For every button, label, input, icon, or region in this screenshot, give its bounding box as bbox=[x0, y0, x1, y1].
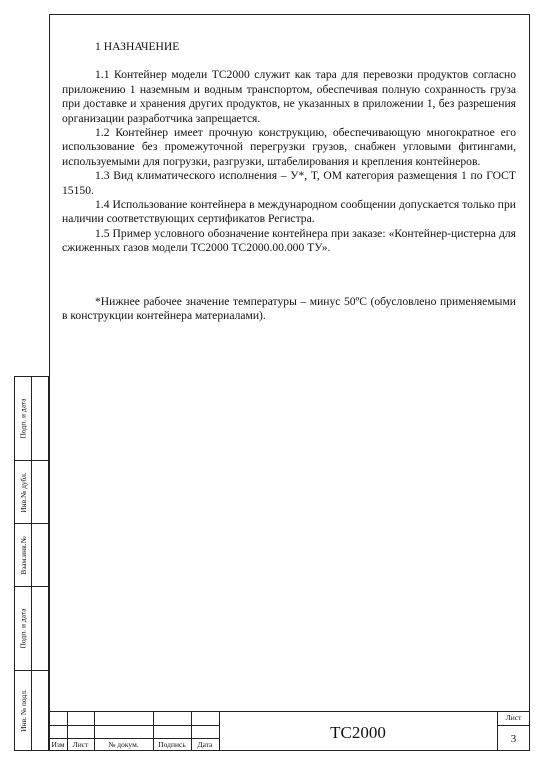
side-cell-inv-original bbox=[14, 670, 49, 751]
title-block bbox=[49, 711, 530, 751]
side-cell-sign-date-top bbox=[14, 376, 49, 461]
side-label: Подп. и дата bbox=[19, 398, 29, 439]
side-cell-sign-date-bottom bbox=[14, 586, 49, 671]
col-signature: Подпись bbox=[158, 740, 186, 749]
document-code: ТС2000 bbox=[330, 723, 386, 742]
footnote: *Нижнее рабочее значение температуры – минус 50ºС (обусловлено применяемыми в конструкции контейнера материалами). bbox=[62, 294, 516, 323]
side-label: Инв. № подл. bbox=[19, 689, 29, 732]
col-doc-number: № докум. bbox=[108, 740, 139, 749]
paragraph-1-1: 1.1 Контейнер модели ТС2000 служит как тара для перевозки продуктов согласно приложению 1 наземным и водным транспортом, обеспечивая полную сохранность груза при доставке и хранения других продуктов, не указанных в приложении 1, без разрешения организации разработчика запрещается. bbox=[62, 68, 516, 125]
section-heading: 1 НАЗНАЧЕНИЕ bbox=[95, 40, 180, 53]
paragraph-1-2: 1.2 Контейнер имеет прочную конструкцию, обеспечивающую многократное его использование без промежуточной перегрузки грузов, снабжен угловыми фитингами, используемыми для погрузки, разгрузки, штабелирования и крепления контейнеров. bbox=[62, 126, 516, 168]
document-body bbox=[62, 40, 516, 324]
side-label: Инв.№ дубл. bbox=[19, 471, 28, 513]
col-sheet: Лист bbox=[72, 740, 89, 749]
sheet-number: 3 bbox=[510, 733, 517, 745]
paragraph-1-4: 1.4 Использование контейнера в международном сообщении допускается только при наличии соответствующих сертификатов Регистра. bbox=[62, 198, 516, 226]
side-cell-inv-dupl bbox=[14, 460, 49, 524]
col-date: Дата bbox=[197, 740, 213, 749]
paragraph-1-3: 1.3 Вид климатического исполнения – У*, Т, ОМ категория размещения 1 по ГОСТ 15150. bbox=[62, 169, 516, 197]
col-change: Изм bbox=[51, 740, 65, 749]
sheet-label: Лист bbox=[505, 713, 522, 722]
side-label: Подп. и дата bbox=[19, 608, 29, 649]
paragraph-1-5: 1.5 Пример условного обозначение контейнера при заказе: «Контейнер-цистерна для сжиженных газов модели ТС2000 ТС2000.00.000 ТУ». bbox=[62, 226, 516, 255]
side-cell-replace-inv bbox=[14, 523, 49, 587]
side-label: Взам.инв.№ bbox=[19, 535, 29, 575]
